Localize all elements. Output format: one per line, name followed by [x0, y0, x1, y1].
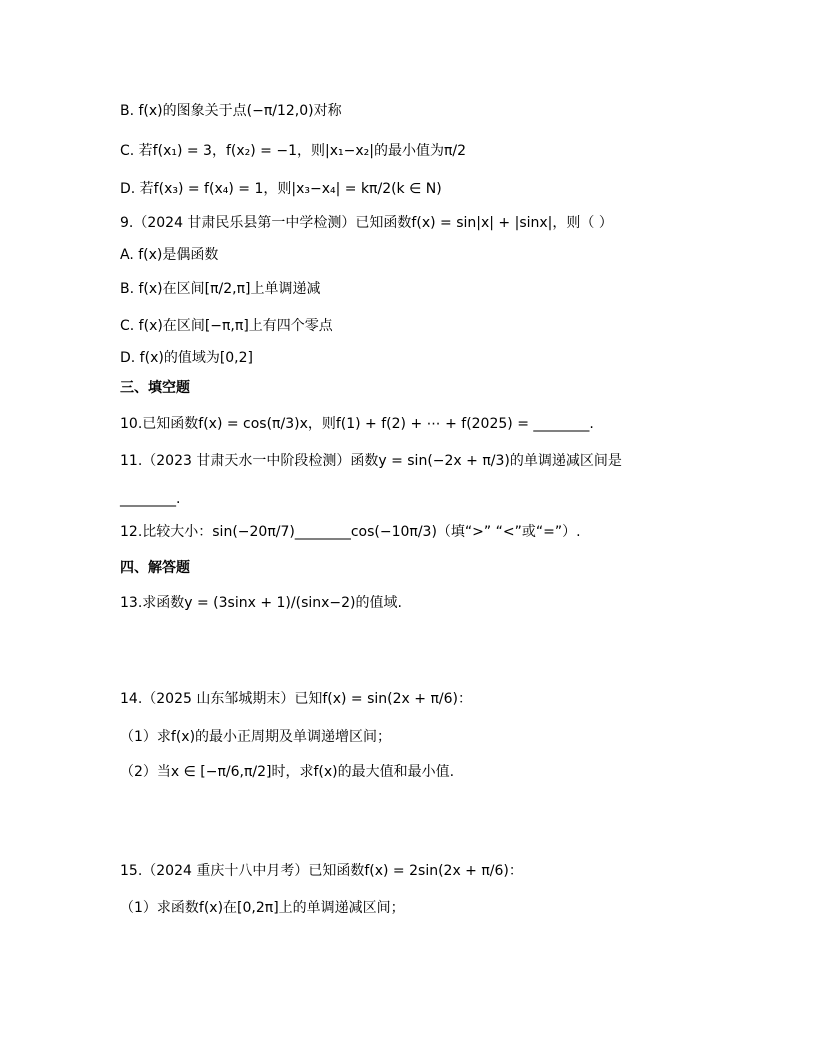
option-d-distance: D. 若f(x₃) = f(x₄) = 1，则|x₃−x₄| = kπ/2(k ∈ N) [120, 181, 442, 197]
question-15: 15.（2024 重庆十八中月考）已知函数f(x) = 2sin(2x + π/6)： [120, 863, 523, 879]
question-14-part-1: （1）求f(x)的最小正周期及单调递增区间； [120, 729, 392, 745]
question-10: 10.已知函数f(x) = cos(π/3)x，则f(1) + f(2) + ⋯ + f(2025) = ________. [120, 416, 594, 432]
question-14: 14.（2025 山东邹城期末）已知f(x) = sin(2x + π/6)： [120, 691, 472, 707]
section-four-heading: 四、解答题 [120, 560, 190, 576]
q9-option-c: C. f(x)在区间[−π,π]上有四个零点 [120, 318, 333, 334]
question-11: 11.（2023 甘肃天水一中阶段检测）函数y = sin(−2x + π/3)的单调递减区间是 [120, 453, 622, 469]
question-15-part-1: （1）求函数f(x)在[0,2π]上的单调递减区间； [120, 900, 405, 916]
option-c-min-distance: C. 若f(x₁) = 3，f(x₂) = −1，则|x₁−x₂|的最小值为π/2 [120, 143, 466, 159]
section-three-heading: 三、填空题 [120, 380, 190, 396]
q9-option-a: A. f(x)是偶函数 [120, 247, 219, 263]
question-14-part-2: （2）当x ∈ [−π/6,π/2]时，求f(x)的最大值和最小值. [120, 764, 455, 780]
question-11-blank: ________. [120, 491, 181, 507]
q9-option-b: B. f(x)在区间[π/2,π]上单调递减 [120, 281, 321, 297]
question-12: 12.比较大小：sin(−20π/7)________cos(−10π/3)（填“>” “<”或“=”）. [120, 524, 581, 540]
question-13: 13.求函数y = (3sinx + 1)/(sinx−2)的值域. [120, 595, 402, 611]
option-b-symmetry: B. f(x)的图象关于点(−π/12,0)对称 [120, 103, 342, 119]
q9-option-d: D. f(x)的值域为[0,2] [120, 350, 254, 366]
question-9: 9.（2024 甘肃民乐县第一中学检测）已知函数f(x) = sin|x| + |sinx|，则（ ） [120, 215, 613, 231]
